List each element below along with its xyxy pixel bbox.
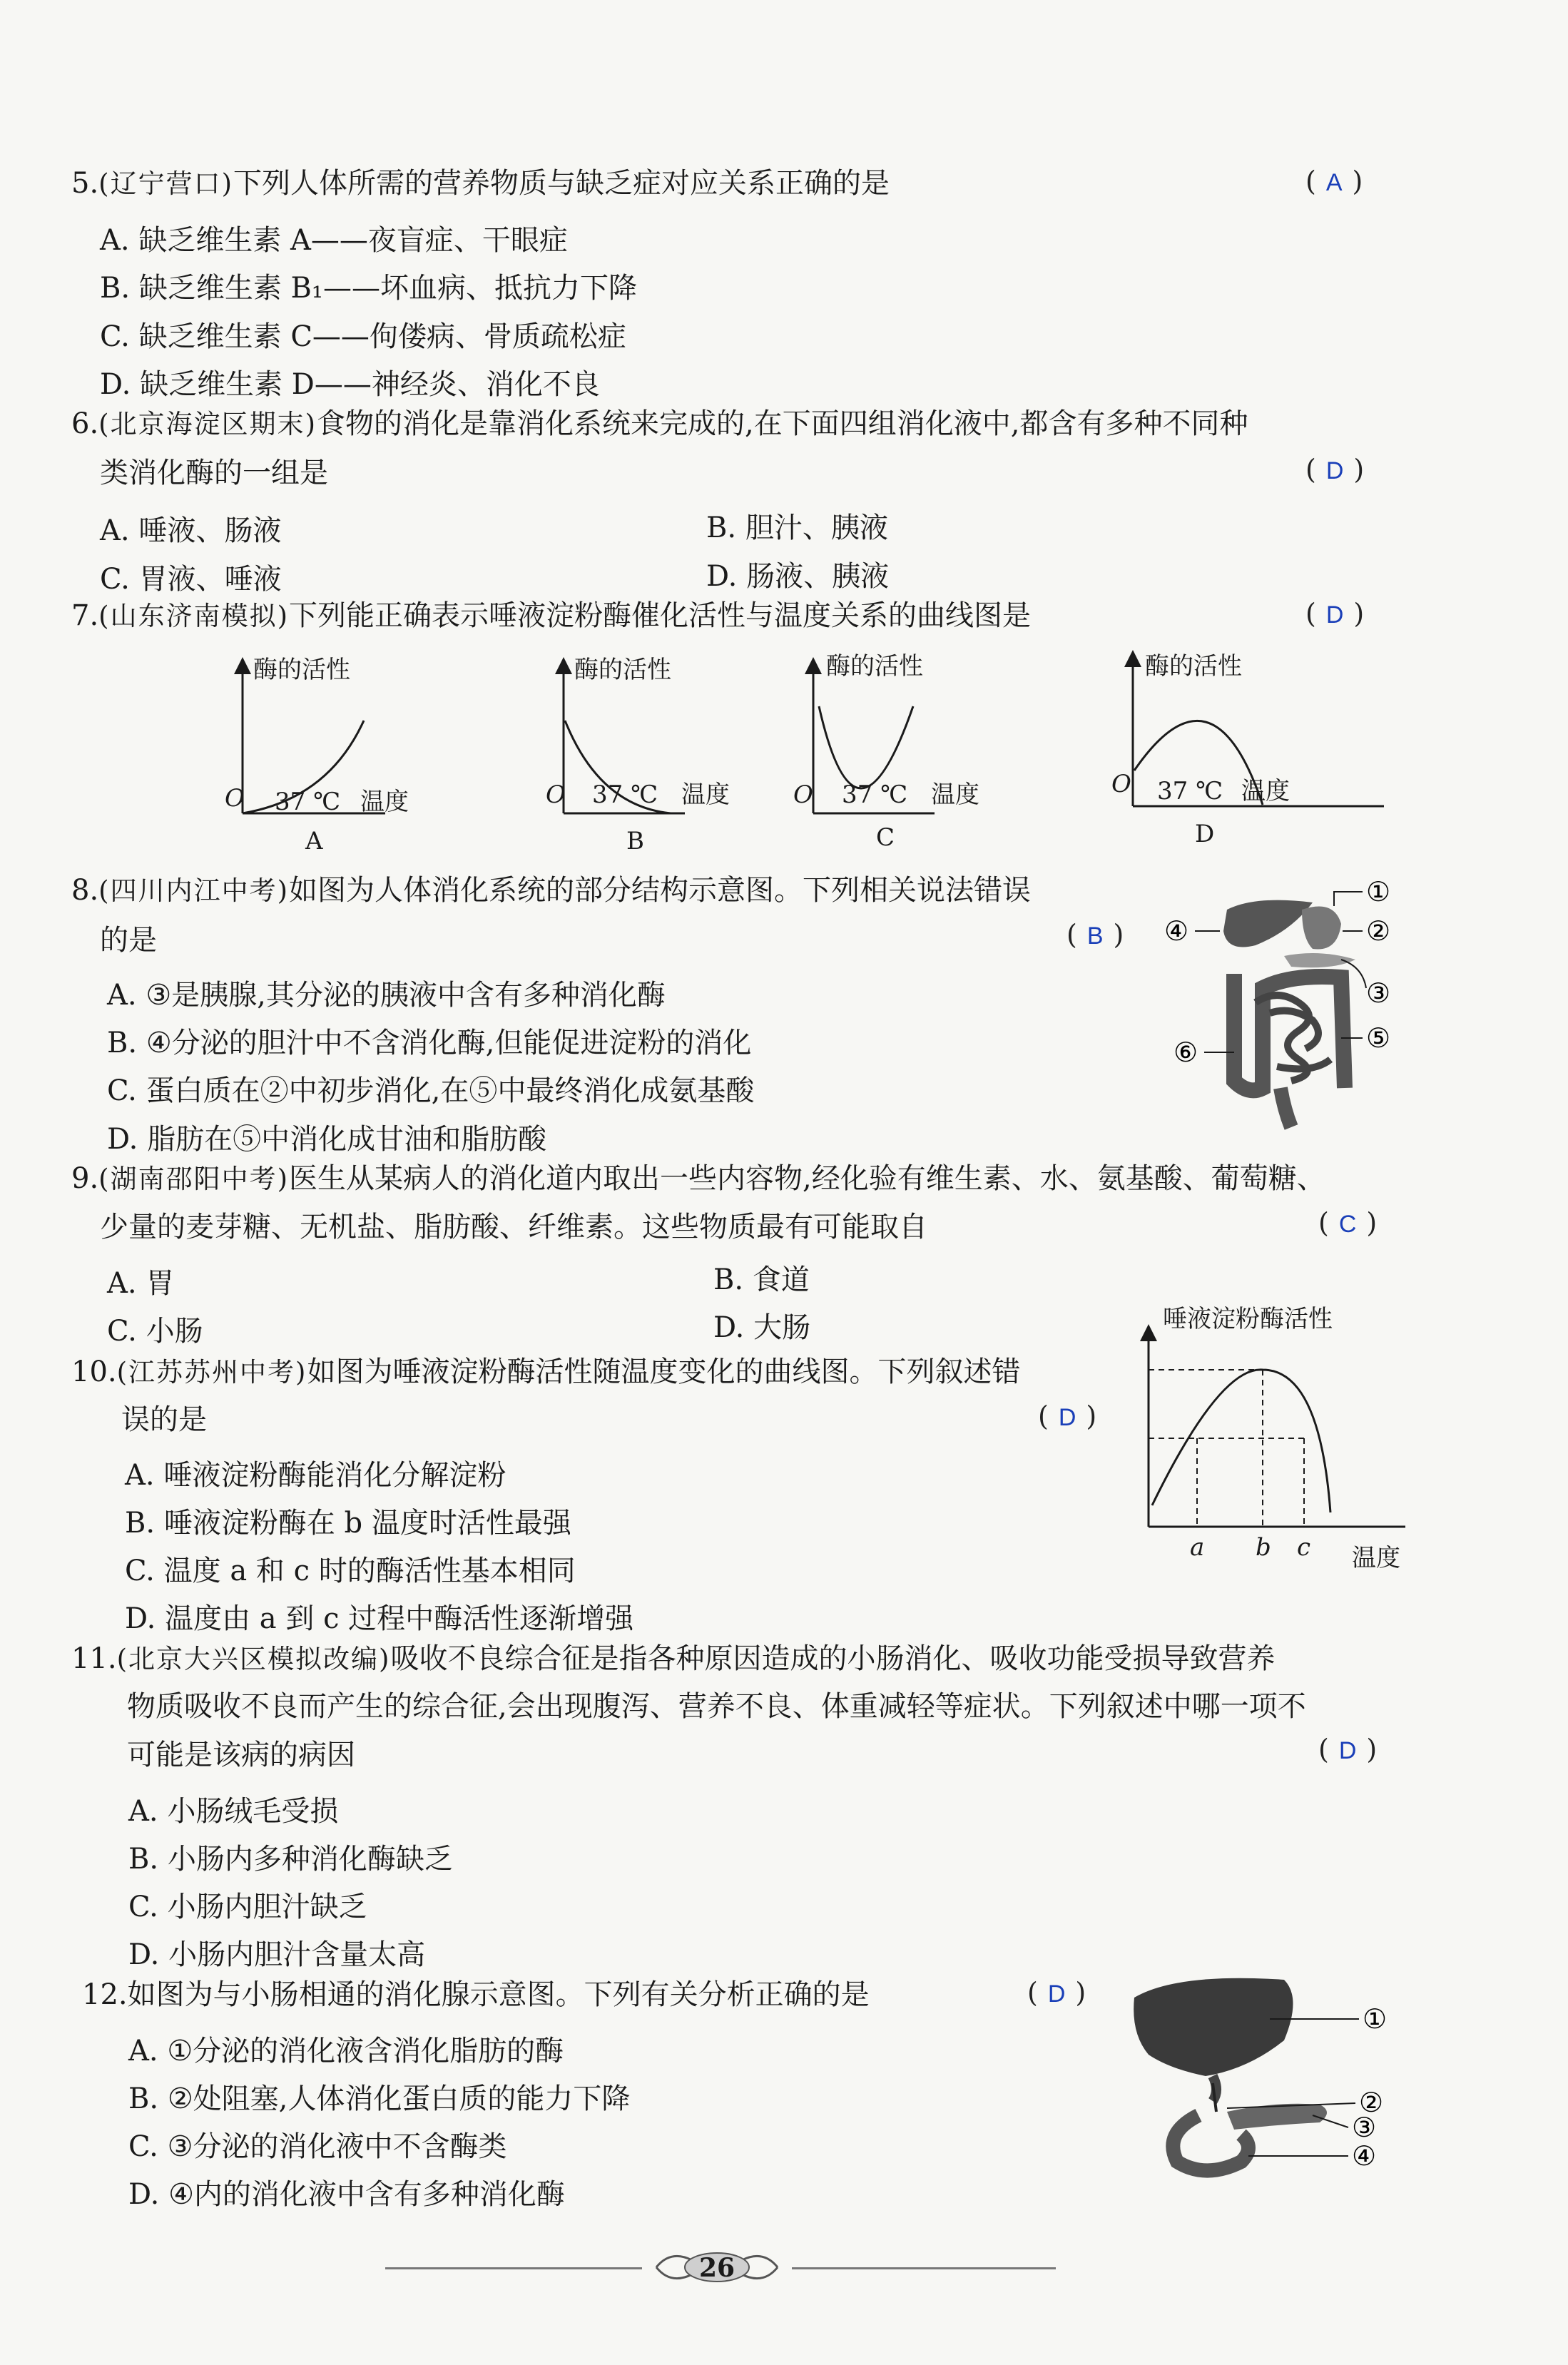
stomach-shape: [1302, 907, 1341, 950]
q8-label-4: ④: [1164, 915, 1189, 947]
q10-answer: ( D ): [1038, 1400, 1097, 1432]
q7d-ylabel: 酶的活性: [1145, 652, 1242, 681]
q7-answer: ( D ): [1305, 598, 1365, 629]
q10-xlabel: 温度: [1352, 1544, 1400, 1572]
q8-stem: 8.(四川内江中考)如图为人体消化系统的部分结构示意图。下列相关说法错误: [71, 874, 1032, 907]
q7c-origin: O: [793, 780, 813, 809]
q7c-xlabel: 温度: [931, 780, 979, 809]
q7a-tick: 37 ℃: [275, 788, 341, 816]
q7-graph-b: [546, 656, 730, 855]
q10-tick-c: c: [1297, 1533, 1311, 1562]
q7c-tick: 37 ℃: [842, 780, 908, 809]
q5-stem: 5.(辽宁营口)下列人体所需的营养物质与缺乏症对应关系正确的是: [71, 167, 890, 200]
q7d-xlabel: 温度: [1241, 777, 1290, 805]
q12-label-4: ④: [1352, 2140, 1377, 2172]
q7-graph-c: [793, 652, 979, 852]
q11-option-b: B. 小肠内多种消化酶缺乏: [128, 1843, 453, 1876]
q6-stem: 6.(北京海淀区期末)食物的消化是靠消化系统来完成的,在下面四组消化液中,都含有多种不同种: [71, 407, 1248, 440]
q8-label-2: ②: [1366, 915, 1391, 947]
q8-label-5: ⑤: [1366, 1022, 1391, 1054]
q7d-tick: 37 ℃: [1157, 777, 1223, 805]
q10-option-c: C. 温度 a 和 c 时的酶活性基本相同: [125, 1555, 576, 1587]
q6-stem-line2: 类消化酶的一组是: [100, 457, 328, 489]
q5-option-a: A. 缺乏维生素 A——夜盲症、干眼症: [100, 224, 568, 257]
q11-stem-line2: 物质吸收不良而产生的综合征,会出现腹泻、营养不良、体重减轻等症状。下列叙述中哪一项不: [127, 1690, 1306, 1723]
q7b-name: B: [626, 827, 644, 855]
q12-liver-shape: [1134, 1978, 1293, 2076]
q8-digestive-diagram: [1149, 860, 1434, 1138]
q12-option-c: C. ③分泌的消化液中不含酶类: [128, 2130, 507, 2163]
q12-gland-diagram: [1120, 1969, 1427, 2183]
q8-stem-line2: 的是: [100, 924, 157, 957]
q7-graphs: [214, 642, 1427, 863]
q7a-ylabel: 酶的活性: [253, 656, 350, 684]
q8-option-a: A. ③是胰腺,其分泌的胰液中含有多种消化酶: [107, 979, 666, 1012]
q7b-ylabel: 酶的活性: [574, 656, 671, 684]
q6-option-c: C. 胃液、唾液: [100, 563, 282, 596]
q8-option-b: B. ④分泌的胆汁中不含消化酶,但能促进淀粉的消化: [107, 1027, 752, 1059]
q9-option-a: A. 胃: [107, 1267, 175, 1300]
q7d-origin: O: [1111, 770, 1131, 798]
q8-option-d: D. 脂肪在⑤中消化成甘油和脂肪酸: [107, 1123, 547, 1156]
q9-option-c: C. 小肠: [107, 1315, 203, 1348]
q11-answer: ( D ): [1318, 1734, 1378, 1765]
q9-answer: ( C ): [1318, 1207, 1378, 1239]
q8-option-c: C. 蛋白质在②中初步消化,在⑤中最终消化成氨基酸: [107, 1074, 755, 1107]
q7a-xlabel: 温度: [360, 788, 409, 816]
q9-option-b: B. 食道: [713, 1263, 810, 1296]
q6-answer: ( D ): [1305, 454, 1365, 485]
q10-stem-line2: 误的是: [121, 1403, 207, 1436]
q5-option-d: D. 缺乏维生素 D——神经炎、消化不良: [100, 368, 600, 401]
q7b-tick: 37 ℃: [592, 780, 658, 809]
q5-option-b: B. 缺乏维生素 B₁——坏血病、抵抗力下降: [100, 272, 637, 305]
q9-stem: 9.(湖南邵阳中考)医生从某病人的消化道内取出一些内容物,经化验有维生素、水、氨基酸、葡萄糖、: [71, 1162, 1325, 1195]
q7a-origin: O: [225, 784, 245, 813]
q8-label-3: ③: [1366, 977, 1391, 1009]
q12-label-1: ①: [1363, 2003, 1388, 2035]
q8-label-1: ①: [1366, 876, 1391, 907]
q7c-ylabel: 酶的活性: [826, 652, 923, 681]
q10-ylabel: 唾液淀粉酶活性: [1163, 1305, 1333, 1333]
q7d-name: D: [1195, 820, 1215, 848]
q7b-origin: O: [546, 780, 566, 809]
q11-option-c: C. 小肠内胆汁缺乏: [128, 1891, 367, 1923]
q5-option-c: C. 缺乏维生素 C——佝偻病、骨质疏松症: [100, 320, 626, 353]
q12-label-3: ③: [1352, 2112, 1377, 2143]
q11-option-d: D. 小肠内胆汁含量太高: [128, 1938, 426, 1971]
q10-tick-b: b: [1256, 1533, 1271, 1562]
q12-option-a: A. ①分泌的消化液含消化脂肪的酶: [128, 2035, 564, 2068]
q12-answer: ( D ): [1027, 1977, 1086, 2008]
q7c-name: C: [876, 823, 895, 852]
liver-shape: [1223, 900, 1313, 947]
q6-option-d: D. 肠液、胰液: [706, 560, 890, 593]
q11-option-a: A. 小肠绒毛受损: [128, 1795, 339, 1828]
q8-label-6: ⑥: [1174, 1037, 1198, 1068]
q9-stem-line2: 少量的麦芽糖、无机盐、脂肪酸、纤维素。这些物质最有可能取自: [100, 1211, 927, 1243]
q11-stem: 11.(北京大兴区模拟改编)吸收不良综合征是指各种原因造成的小肠消化、吸收功能受损导致营养: [71, 1642, 1276, 1675]
q7-stem: 7.(山东济南模拟)下列能正确表示唾液淀粉酶催化活性与温度关系的曲线图是: [71, 599, 1032, 632]
q9-option-d: D. 大肠: [713, 1311, 811, 1344]
q7b-xlabel: 温度: [681, 780, 730, 809]
q12-option-b: B. ②处阻塞,人体消化蛋白质的能力下降: [128, 2082, 631, 2115]
q7-graph-a: [225, 656, 409, 855]
q12-stem: 12.如图为与小肠相通的消化腺示意图。下列有关分析正确的是: [82, 1978, 870, 2011]
q10-stem: 10.(江苏苏州中考)如图为唾液淀粉酶活性随温度变化的曲线图。下列叙述错: [71, 1356, 1021, 1388]
q12-option-d: D. ④内的消化液中含有多种消化酶: [128, 2178, 565, 2211]
q6-option-a: A. 唾液、肠液: [100, 514, 282, 547]
q7a-name: A: [305, 827, 323, 855]
q11-stem-line3: 可能是该病的病因: [127, 1739, 355, 1771]
q8-answer: ( B ): [1066, 919, 1124, 950]
q6-option-b: B. 胆汁、胰液: [706, 512, 888, 544]
q10-option-b: B. 唾液淀粉酶在 b 温度时活性最强: [125, 1507, 571, 1540]
page-number: 26: [698, 2253, 735, 2283]
q10-enzyme-graph: [1113, 1298, 1441, 1584]
q7-graph-d: [1111, 652, 1384, 848]
q10-tick-a: a: [1190, 1533, 1205, 1562]
q12-label-2: ②: [1359, 2087, 1384, 2118]
q10-option-d: D. 温度由 a 到 c 过程中酶活性逐渐增强: [125, 1602, 634, 1635]
q5-answer: ( A ): [1305, 166, 1363, 197]
q10-option-a: A. 唾液淀粉酶能消化分解淀粉: [125, 1459, 506, 1492]
